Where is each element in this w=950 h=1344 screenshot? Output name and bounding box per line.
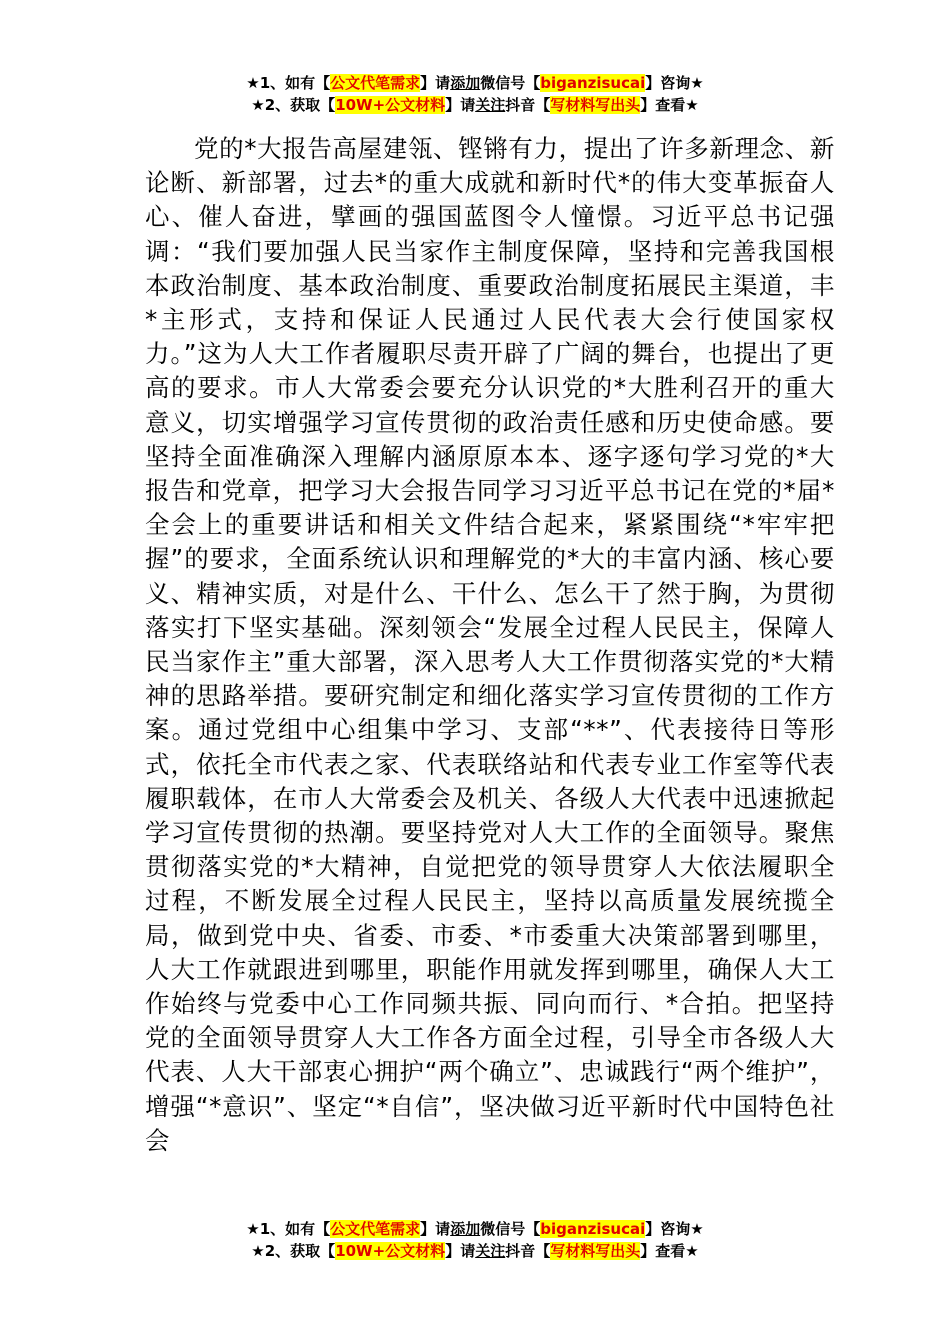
banner-line-2 — [0, 94, 950, 116]
banner-text: ★1、如有【 — [246, 74, 331, 92]
banner-text: 】查看★ — [640, 1242, 699, 1260]
banner-underlined-text: 关注 — [475, 96, 506, 114]
highlight-douyin-account: 写材料写出头 — [550, 1242, 641, 1260]
banner-underlined-text: 添加 — [450, 1220, 481, 1238]
banner-text: 抖音【 — [505, 96, 551, 114]
banner-text: ★1、如有【 — [246, 1220, 331, 1238]
highlight-materials: 10W+公文材料 — [335, 96, 446, 114]
banner-underlined-text: 关注 — [475, 1242, 506, 1260]
highlight-wechat-id: biganzisucai — [540, 1220, 646, 1238]
banner-text: 】请 — [420, 1220, 451, 1238]
highlight-wechat-id: biganzisucai — [540, 74, 646, 92]
banner-line-1 — [0, 1218, 950, 1240]
banner-text: 微信号【 — [480, 74, 541, 92]
highlight-douyin-account: 写材料写出头 — [550, 96, 641, 114]
header-banner — [0, 72, 950, 116]
banner-text: 】请 — [445, 96, 476, 114]
highlight-materials: 10W+公文材料 — [335, 1242, 446, 1260]
banner-text: ★2、获取【 — [251, 96, 336, 114]
banner-text: 微信号【 — [480, 1220, 541, 1238]
highlight-service: 公文代笔需求 — [330, 1220, 421, 1238]
banner-line-2 — [0, 1240, 950, 1262]
banner-text: 】请 — [445, 1242, 476, 1260]
footer-banner — [0, 1218, 950, 1262]
banner-text: 抖音【 — [505, 1242, 551, 1260]
banner-text: ★2、获取【 — [251, 1242, 336, 1260]
banner-underlined-text: 添加 — [450, 74, 481, 92]
body-paragraph: 党的*大报告高屋建瓴、铿锵有力，提出了许多新理念、新论断、新部署，过去*的重大成就和新时代*的伟大变革振奋人心、催人奋进，擘画的强国蓝图令人憧憬。习近平总书记强调：“我们要加强人民当家作主制度保障，坚持和完善我国根本政治制度、基本政治制度、重要政治制度拓展民主渠道，丰*主形式，支持和保证人民通过人民代表大会行使国家权力。”这为人大工作者履职尽责开辟了广阔的舞台，也提出了更高的要求。市人大常委会要充分认识党的*大胜利召开的重大意义，切实增强学习宣传贯彻的政治责任感和历史使命感。要坚持全面准确深入理解内涵原原本本、逐字逐句学习党的*大报告和党章，把学习大会报告同学习习近平总书记在党的*届*全会上的重要讲话和相关文件结合起来，紧紧围绕“*牢牢把握”的要求，全面系统认识和理解党的*大的丰富内涵、核心要义、精神实质，对是什么、干什么、怎么干了然于胸，为贯彻落实打下坚实基础。深刻领会“发展全过程人民民主，保障人民当家作主”重大部署，深入思考人大工作贯彻落实党的*大精神的思路举措。要研究制定和细化落实学习宣传贯彻的工作方案。通过党组中心组集中学习、支部“**”、代表接待日等形式，依托全市代表之家、代表联络站和代表专业工作室等代表履职载体，在市人大常委会及机关、各级人大代表中迅速掀起学习宣传贯彻的热潮。要坚持党对人大工作的全面领导。聚焦贯彻落实党的*大精神，自觉把党的领导贯穿人大依法履职全过程，不断发展全过程人民民主，坚持以高质量发展统揽全局，做到党中央、省委、市委、*市委重大决策部署到哪里，人大工作就跟进到哪里，职能作用就发挥到哪里，确保人大工作始终与党委中心工作同频共振、同向而行、*合拍。把坚持党的全面领导贯穿人大工作各方面全过程，引导全市各级人大代表、人大干部衷心拥护“两个确立”、忠诚践行“两个维护”，增强“*意识”、坚定“*自信”，坚决做习近平新时代中国特色社会 — [145, 134, 836, 1155]
banner-line-1 — [0, 72, 950, 94]
banner-text: 】咨询★ — [645, 1220, 704, 1238]
banner-text: 】咨询★ — [645, 74, 704, 92]
banner-text: 】查看★ — [640, 96, 699, 114]
highlight-service: 公文代笔需求 — [330, 74, 421, 92]
banner-text: 】请 — [420, 74, 451, 92]
